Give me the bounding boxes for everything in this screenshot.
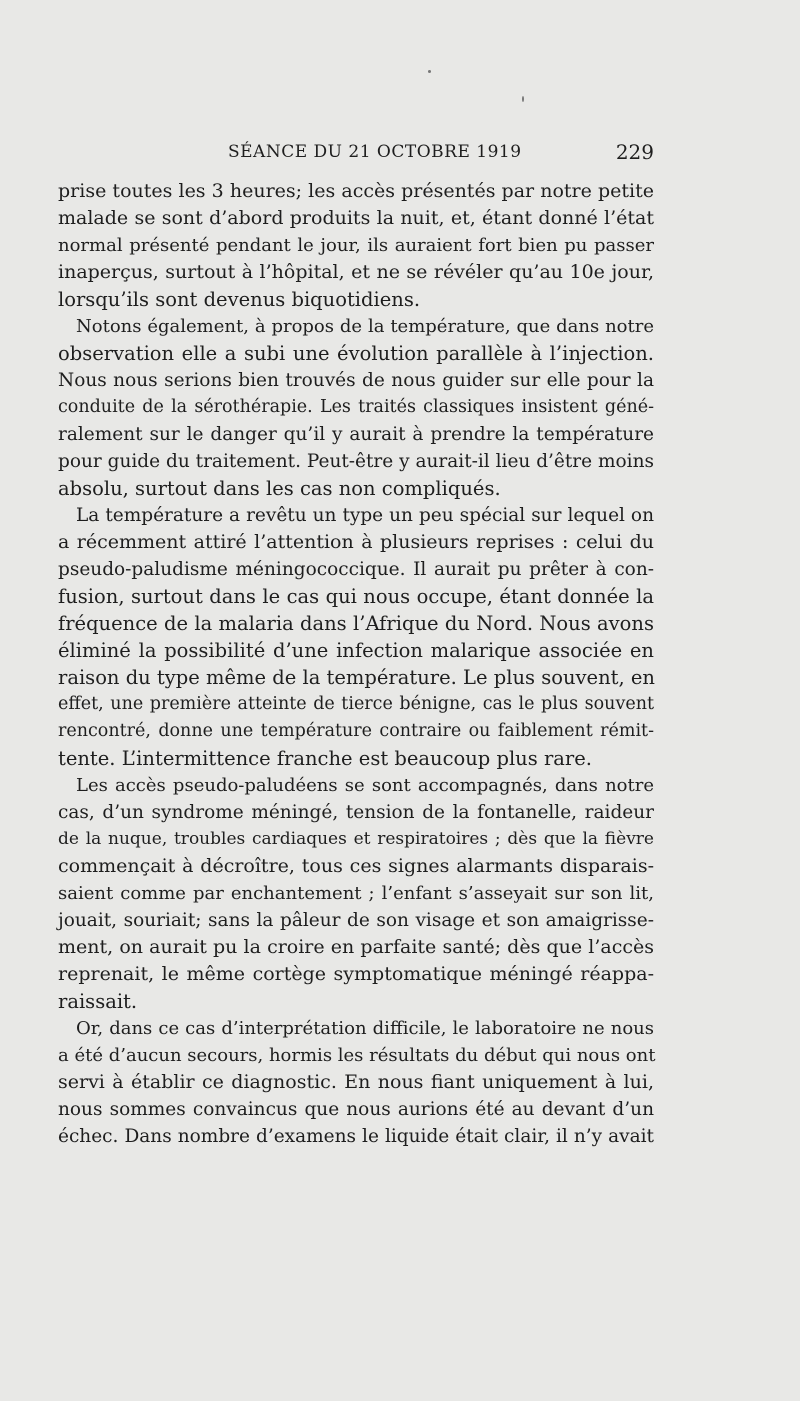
text-line: servi à établir ce diagnostic. En nous fiant uniquement à lui,	[58, 1071, 654, 1093]
text-line: de la nuque, troubles cardiaques et respiratoires ; dès que la fièvre	[58, 829, 654, 849]
running-header	[228, 140, 654, 170]
text-line: La température a revêtu un type un peu spécial sur lequel on	[76, 505, 654, 526]
text-line: nous sommes convaincus que nous aurions été au devant d’un	[58, 1099, 654, 1120]
page-number: 229	[615, 140, 654, 164]
paragraph	[58, 1015, 654, 1150]
text-line: effet, une première atteinte de tierce bénigne, cas le plus souvent	[58, 694, 654, 714]
text-line: lorsqu’ils sont devenus biquotidiens.	[58, 288, 421, 311]
running-title: SÉANCE DU 21 OCTOBRE 1919	[228, 142, 522, 162]
text-line: rencontré, donne une température contraire ou faiblement rémit-	[58, 721, 654, 741]
text-line: saient comme par enchantement ; l’enfant s’asseyait sur son lit,	[58, 883, 654, 904]
text-line: prise toutes les 3 heures; les accès présentés par notre petite	[58, 180, 654, 202]
text-line: Or, dans ce cas d’interprétation difficile, le laboratoire ne nous	[76, 1018, 654, 1039]
text-line: cas, d’un syndrome méningé, tension de la fontanelle, raideur	[58, 802, 654, 823]
text-line: pour guide du traitement. Peut-être y aurait-il lieu d’être moins	[58, 451, 654, 472]
paragraph	[58, 502, 654, 772]
text-line: Les accès pseudo-paludéens se sont accompagnés, dans notre	[76, 775, 654, 796]
text-line: a récemment attiré l’attention à plusieurs reprises : celui du	[58, 531, 654, 553]
text-line: pseudo-paludisme méningococcique. Il aurait pu prêter à con-	[58, 559, 654, 580]
text-line: tente. L’intermittence franche est beaucoup plus rare.	[58, 747, 592, 770]
text-line: éliminé la possibilité d’une infection malarique associée en	[58, 639, 654, 662]
text-line: fréquence de la malaria dans l’Afrique du Nord. Nous avons	[58, 612, 654, 635]
text-line: Notons également, à propos de la température, que dans notre	[76, 316, 654, 337]
text-line: raison du type même de la température. Le plus souvent, en	[58, 666, 655, 689]
text-line: Nous nous serions bien trouvés de nous guider sur elle pour la	[58, 370, 654, 391]
text-line: ment, on aurait pu la croire en parfaite santé; dès que l’accès	[58, 936, 654, 958]
text-line: raissait.	[58, 990, 138, 1013]
print-speck	[522, 96, 524, 102]
text-line: commençait à décroître, tous ces signes alarmants disparais-	[58, 855, 654, 877]
text-line: a été d’aucun secours, hormis les résultats du début qui nous ont	[58, 1045, 656, 1066]
text-line: fusion, surtout dans le cas qui nous occupe, étant donnée la	[58, 585, 654, 608]
text-line: échec. Dans nombre d’examens le liquide était clair, il n’y avait	[58, 1126, 654, 1147]
text-line: observation elle a subi une évolution parallèle à l’injection.	[58, 342, 654, 365]
paragraph	[58, 313, 654, 502]
text-line: conduite de la sérothérapie. Les traités classiques insistent géné-	[58, 397, 654, 417]
text-line: reprenait, le même cortège symptomatique méningé réappa-	[58, 963, 654, 985]
text-line: normal présenté pendant le jour, ils auraient fort bien pu passer	[58, 235, 654, 256]
text-line: inaperçus, surtout à l’hôpital, et ne se révéler qu’au 10e jour,	[58, 261, 654, 283]
print-speck	[428, 70, 431, 73]
body-text	[58, 178, 654, 1150]
text-line: jouait, souriait; sans la pâleur de son visage et son amaigrisse-	[58, 910, 654, 931]
text-line: ralement sur le danger qu’il y aurait à prendre la température	[58, 424, 654, 445]
paragraph	[58, 178, 654, 313]
paragraph	[58, 772, 654, 1015]
text-line: absolu, surtout dans les cas non compliqués.	[58, 477, 501, 500]
text-line: malade se sont d’abord produits la nuit, et, étant donné l’état	[58, 207, 654, 229]
